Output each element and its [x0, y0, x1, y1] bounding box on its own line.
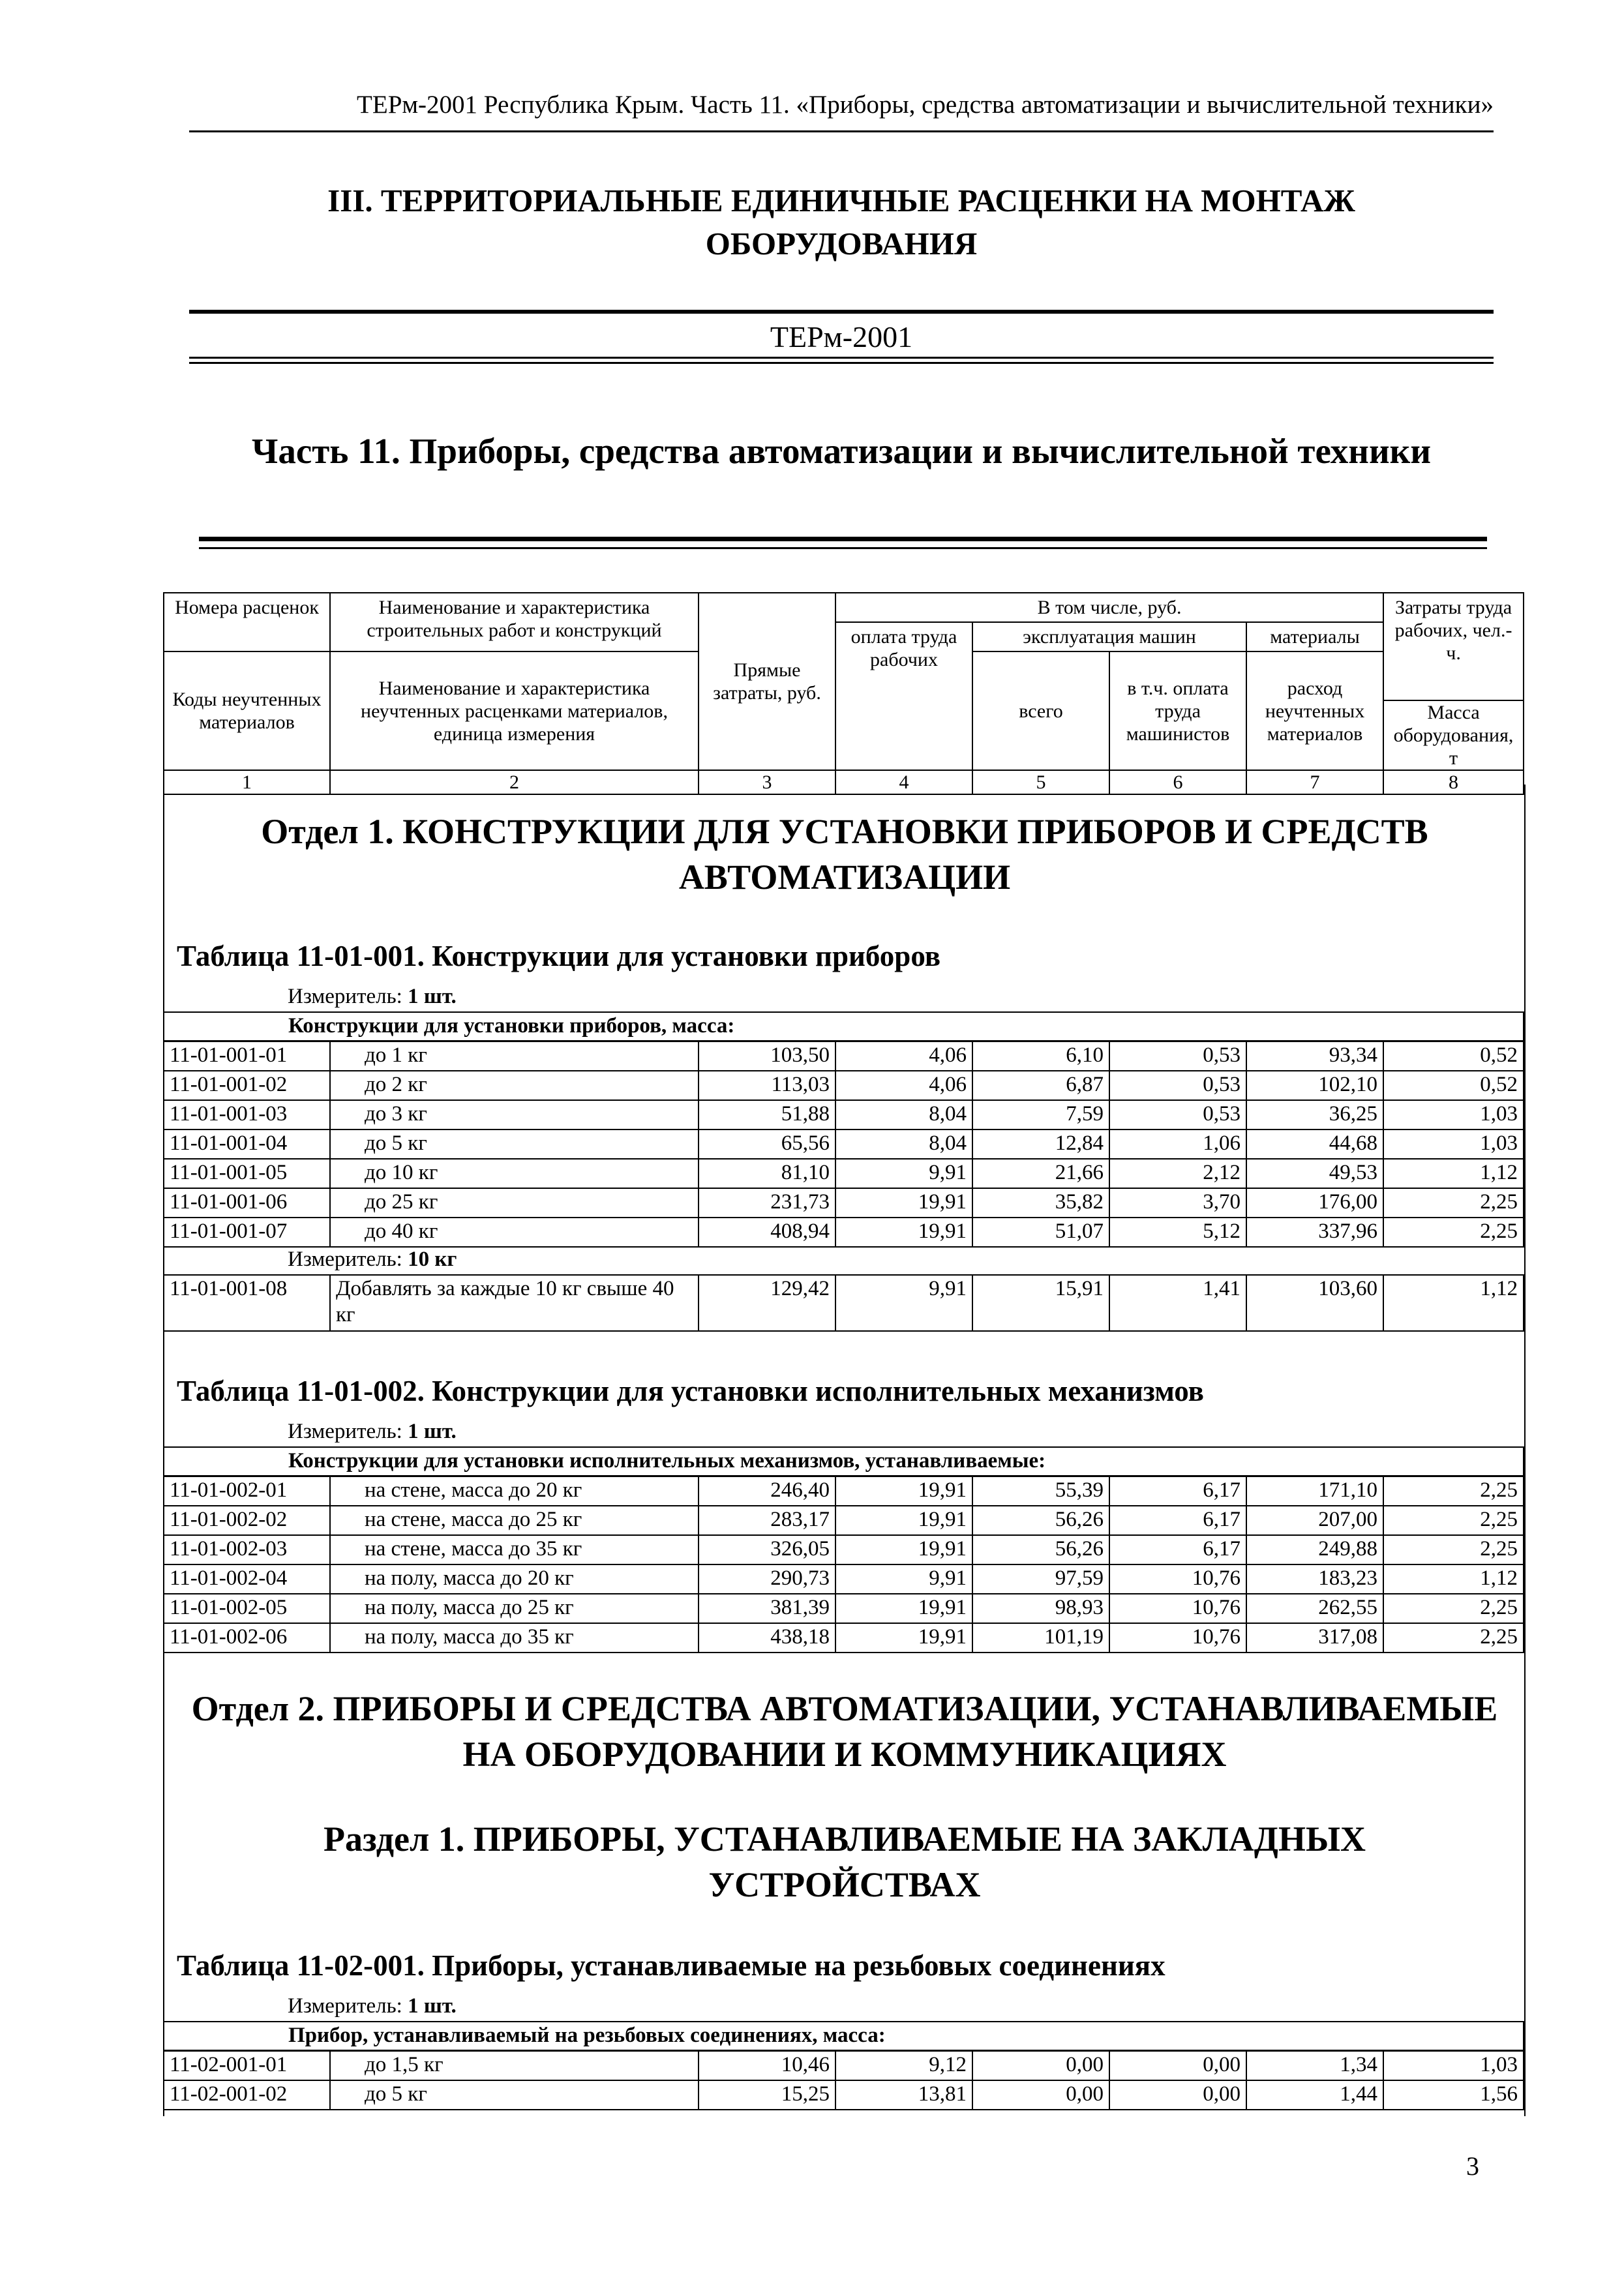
- header-colnum: 1: [164, 770, 330, 794]
- labor-cost: 2,25: [1383, 1218, 1524, 1247]
- table-11-01-001-rows: [163, 1041, 1524, 1248]
- rate-name: до 40 кг: [330, 1218, 699, 1247]
- table-row: [164, 1100, 1524, 1130]
- rate-name: на полу, масса до 20 кг: [330, 1564, 699, 1594]
- header-colnum: 8: [1383, 770, 1524, 794]
- part-rule-thick: [199, 537, 1487, 541]
- rate-code: 11-02-001-02: [164, 2080, 330, 2110]
- table-row: [164, 1159, 1524, 1188]
- rate-code: 11-01-001-02: [164, 1071, 330, 1100]
- labor-cost: 2,25: [1383, 1506, 1524, 1535]
- materials-use: 207,00: [1246, 1506, 1383, 1535]
- rate-name: до 1 кг: [330, 1041, 699, 1071]
- table-row: [164, 1535, 1524, 1564]
- rate-code: 11-01-001-07: [164, 1218, 330, 1247]
- rate-name: до 5 кг: [330, 2080, 699, 2110]
- rate-name: Добавлять за каждые 10 кг свыше 40 кг: [330, 1275, 699, 1331]
- materials-use: 36,25: [1246, 1100, 1383, 1130]
- table-title-11-01-001: Таблица 11-01-001. Конструкции для установки приборов: [177, 940, 941, 972]
- labor-pay: 19,91: [835, 1476, 972, 1506]
- direct-costs: 51,88: [699, 1100, 835, 1130]
- direct-costs: 103,50: [699, 1041, 835, 1071]
- machines-operators: 3,70: [1109, 1188, 1246, 1218]
- table-row: [164, 1564, 1524, 1594]
- materials-use: 102,10: [1246, 1071, 1383, 1100]
- labor-pay: 19,91: [835, 1506, 972, 1535]
- direct-costs: 381,39: [699, 1594, 835, 1623]
- header-labor-pay: оплата труда рабочих: [835, 622, 972, 770]
- rate-code: 11-01-001-08: [164, 1275, 330, 1331]
- rate-code: 11-01-002-01: [164, 1476, 330, 1506]
- header-colnum: 2: [330, 770, 699, 794]
- machines-operators: 2,12: [1109, 1159, 1246, 1188]
- rate-code: 11-02-001-01: [164, 2051, 330, 2080]
- labor-cost: 1,12: [1383, 1275, 1524, 1331]
- labor-pay: 19,91: [835, 1594, 972, 1623]
- header-colnum: 4: [835, 770, 972, 794]
- table-row: [164, 1506, 1524, 1535]
- materials-use: 44,68: [1246, 1130, 1383, 1159]
- header-colnum: 6: [1109, 770, 1246, 794]
- measure-value: 1 шт.: [408, 985, 457, 1008]
- labor-cost: 1,03: [1383, 1100, 1524, 1130]
- measure-value: 10 кг: [408, 1248, 457, 1271]
- header-machines: эксплуатация машин: [972, 622, 1246, 651]
- measure-label: Измеритель:: [288, 1420, 402, 1443]
- labor-cost: 1,56: [1383, 2080, 1524, 2110]
- direct-costs: 246,40: [699, 1476, 835, 1506]
- materials-use: 249,88: [1246, 1535, 1383, 1564]
- measure-label: Измеритель:: [288, 985, 402, 1008]
- machines-total: 6,10: [972, 1041, 1109, 1071]
- table-11-02-001: [163, 1993, 1524, 2051]
- header-name-bottom: Наименование и характеристика неучтенных расценками материалов, единица измерения: [330, 651, 699, 770]
- header-labor-cost: Затраты труда рабочих, чел.-ч.: [1383, 593, 1524, 700]
- group-heading: Конструкции для установки исполнительных механизмов, устанавливаемые:: [164, 1447, 1524, 1476]
- machines-operators: 10,76: [1109, 1623, 1246, 1653]
- measure-label: Измеритель:: [288, 1248, 402, 1271]
- labor-cost: 0,52: [1383, 1071, 1524, 1100]
- labor-cost: 2,25: [1383, 1623, 1524, 1653]
- machines-total: 12,84: [972, 1130, 1109, 1159]
- table-title-11-02-001: Таблица 11-02-001. Приборы, устанавливаемые на резьбовых соединениях: [177, 1949, 1165, 1982]
- materials-use: 337,96: [1246, 1218, 1383, 1247]
- header-materials-use: расход неучтенных материалов: [1246, 651, 1383, 770]
- materials-use: 317,08: [1246, 1623, 1383, 1653]
- materials-use: 93,34: [1246, 1041, 1383, 1071]
- header-machines-total: всего: [972, 651, 1109, 770]
- table-row: [164, 1071, 1524, 1100]
- labor-pay: 4,06: [835, 1041, 972, 1071]
- header-code-top: Номера расценок: [164, 593, 330, 651]
- machines-total: 7,59: [972, 1100, 1109, 1130]
- header-colnum: 3: [699, 770, 835, 794]
- rate-name: на стене, масса до 20 кг: [330, 1476, 699, 1506]
- measure-label: Измеритель:: [288, 1994, 402, 2018]
- machines-operators: 0,53: [1109, 1071, 1246, 1100]
- labor-pay: 8,04: [835, 1130, 972, 1159]
- group-heading: Прибор, устанавливаемый на резьбовых соединениях, масса:: [164, 2022, 1524, 2050]
- labor-cost: 1,03: [1383, 2051, 1524, 2080]
- labor-pay: 13,81: [835, 2080, 972, 2110]
- labor-cost: 2,25: [1383, 1535, 1524, 1564]
- rate-code: 11-01-001-03: [164, 1100, 330, 1130]
- direct-costs: 408,94: [699, 1218, 835, 1247]
- header-colnum: 5: [972, 770, 1109, 794]
- rate-code: 11-01-001-05: [164, 1159, 330, 1188]
- labor-pay: 19,91: [835, 1188, 972, 1218]
- direct-costs: 10,46: [699, 2051, 835, 2080]
- machines-total: 56,26: [972, 1506, 1109, 1535]
- direct-costs: 283,17: [699, 1506, 835, 1535]
- labor-cost: 1,03: [1383, 1130, 1524, 1159]
- rate-name: до 5 кг: [330, 1130, 699, 1159]
- table-row: [164, 2080, 1524, 2110]
- table-row: [164, 1130, 1524, 1159]
- table-11-01-002-rows: [163, 1476, 1524, 1653]
- machines-operators: 0,00: [1109, 2080, 1246, 2110]
- header-equipment-mass: Масса оборудования, т: [1383, 700, 1524, 770]
- header-colnum: 7: [1246, 770, 1383, 794]
- table-row: [164, 1476, 1524, 1506]
- direct-costs: 65,56: [699, 1130, 835, 1159]
- machines-operators: 1,06: [1109, 1130, 1246, 1159]
- labor-pay: 19,91: [835, 1535, 972, 1564]
- measure-unit: [164, 1246, 1524, 1275]
- table-11-01-001-extra: [163, 1246, 1524, 1332]
- direct-costs: 438,18: [699, 1623, 835, 1653]
- main-title: III. ТЕРРИТОРИАЛЬНЫЕ ЕДИНИЧНЫЕ РАСЦЕНКИ НА МОНТАЖ ОБОРУДОВАНИЯ: [327, 183, 1355, 262]
- labor-pay: 9,91: [835, 1159, 972, 1188]
- rate-code: 11-01-002-02: [164, 1506, 330, 1535]
- labor-cost: 1,12: [1383, 1564, 1524, 1594]
- labor-pay: 4,06: [835, 1071, 972, 1100]
- section-title-otdel2: Отдел 2. ПРИБОРЫ И СРЕДСТВА АВТОМАТИЗАЦИИ, УСТАНАВЛИВАЕМЫЕ НА ОБОРУДОВАНИИ И КОММУНИКАЦИЯХ: [191, 1689, 1498, 1774]
- direct-costs: 113,03: [699, 1071, 835, 1100]
- column-header-table: [163, 592, 1524, 795]
- machines-total: 101,19: [972, 1623, 1109, 1653]
- labor-pay: 8,04: [835, 1100, 972, 1130]
- rate-name: до 1,5 кг: [330, 2051, 699, 2080]
- direct-costs: 15,25: [699, 2080, 835, 2110]
- term-label: ТЕРм-2001: [770, 320, 913, 353]
- labor-cost: 0,52: [1383, 1041, 1524, 1071]
- materials-use: 176,00: [1246, 1188, 1383, 1218]
- machines-operators: 10,76: [1109, 1564, 1246, 1594]
- machines-operators: 5,12: [1109, 1218, 1246, 1247]
- machines-total: 21,66: [972, 1159, 1109, 1188]
- part-title: Часть 11. Приборы, средства автоматизации и вычислительной техники: [251, 431, 1432, 471]
- machines-total: 55,39: [972, 1476, 1109, 1506]
- rate-code: 11-01-002-03: [164, 1535, 330, 1564]
- running-head-rule: [189, 130, 1494, 132]
- direct-costs: 290,73: [699, 1564, 835, 1594]
- running-head: ТЕРм-2001 Республика Крым. Часть 11. «Приборы, средства автоматизации и вычислительной техники»: [357, 91, 1494, 119]
- table-11-02-001-rows: [163, 2050, 1524, 2110]
- rate-name: до 10 кг: [330, 1159, 699, 1188]
- header-name-top: Наименование и характеристика строительных работ и конструкций: [330, 593, 699, 651]
- table-row: [164, 1623, 1524, 1653]
- machines-operators: 6,17: [1109, 1535, 1246, 1564]
- materials-use: 171,10: [1246, 1476, 1383, 1506]
- rate-name: до 2 кг: [330, 1071, 699, 1100]
- table-11-01-001: [163, 983, 1524, 1041]
- table-11-01-002: [163, 1418, 1524, 1476]
- table-row: [164, 1218, 1524, 1247]
- rate-name: до 25 кг: [330, 1188, 699, 1218]
- table-row: [164, 1188, 1524, 1218]
- rate-code: 11-01-002-05: [164, 1594, 330, 1623]
- labor-pay: 9,91: [835, 1275, 972, 1331]
- machines-operators: 6,17: [1109, 1476, 1246, 1506]
- machines-operators: 0,00: [1109, 2051, 1246, 2080]
- machines-operators: 6,17: [1109, 1506, 1246, 1535]
- direct-costs: 326,05: [699, 1535, 835, 1564]
- labor-pay: 9,91: [835, 1564, 972, 1594]
- materials-use: 49,53: [1246, 1159, 1383, 1188]
- table-title-11-01-002: Таблица 11-01-002. Конструкции для установки исполнительных механизмов: [177, 1375, 1204, 1407]
- table-row: [164, 1041, 1524, 1071]
- header-code-bottom: Коды неучтенных материалов: [164, 651, 330, 770]
- term-rule-bottom: [189, 362, 1494, 364]
- machines-total: 98,93: [972, 1594, 1109, 1623]
- machines-total: 0,00: [972, 2080, 1109, 2110]
- machines-operators: 0,53: [1109, 1100, 1246, 1130]
- materials-use: 1,44: [1246, 2080, 1383, 2110]
- machines-operators: 0,53: [1109, 1041, 1246, 1071]
- group-heading: Конструкции для установки приборов, масса:: [164, 1012, 1524, 1041]
- rate-name: на полу, масса до 35 кг: [330, 1623, 699, 1653]
- machines-total: 51,07: [972, 1218, 1109, 1247]
- section-title-otdel1: Отдел 1. КОНСТРУКЦИИ ДЛЯ УСТАНОВКИ ПРИБОРОВ И СРЕДСТВ АВТОМАТИЗАЦИИ: [261, 812, 1428, 897]
- labor-cost: 2,25: [1383, 1594, 1524, 1623]
- labor-pay: 9,12: [835, 2051, 972, 2080]
- rate-name: на стене, масса до 35 кг: [330, 1535, 699, 1564]
- term-rule-mid: [189, 357, 1494, 359]
- measure-unit: [164, 983, 1524, 1012]
- machines-total: 56,26: [972, 1535, 1109, 1564]
- part-rule-thin: [199, 547, 1487, 549]
- materials-use: 262,55: [1246, 1594, 1383, 1623]
- direct-costs: 81,10: [699, 1159, 835, 1188]
- term-rule-top: [189, 310, 1494, 314]
- table-row: [164, 1594, 1524, 1623]
- materials-use: 103,60: [1246, 1275, 1383, 1331]
- machines-total: 35,82: [972, 1188, 1109, 1218]
- machines-total: 6,87: [972, 1071, 1109, 1100]
- measure-value: 1 шт.: [408, 1994, 457, 2018]
- header-materials: материалы: [1246, 622, 1383, 651]
- machines-total: 97,59: [972, 1564, 1109, 1594]
- rate-name: до 3 кг: [330, 1100, 699, 1130]
- labor-cost: 2,25: [1383, 1188, 1524, 1218]
- section-title-razdel1: Раздел 1. ПРИБОРЫ, УСТАНАВЛИВАЕМЫЕ НА ЗАКЛАДНЫХ УСТРОЙСТВАХ: [323, 1819, 1366, 1905]
- measure-unit: [164, 1418, 1524, 1447]
- header-direct-costs: Прямые затраты, руб.: [699, 593, 835, 770]
- measure-unit: [164, 1993, 1524, 2022]
- labor-pay: 19,91: [835, 1218, 972, 1247]
- machines-operators: 1,41: [1109, 1275, 1246, 1331]
- table-row: [164, 2051, 1524, 2080]
- rate-code: 11-01-002-04: [164, 1564, 330, 1594]
- rate-code: 11-01-001-04: [164, 1130, 330, 1159]
- materials-use: 183,23: [1246, 1564, 1383, 1594]
- machines-total: 0,00: [972, 2051, 1109, 2080]
- machines-total: 15,91: [972, 1275, 1109, 1331]
- measure-value: 1 шт.: [408, 1420, 457, 1443]
- labor-pay: 19,91: [835, 1623, 972, 1653]
- rate-code: 11-01-001-01: [164, 1041, 330, 1071]
- rate-name: на полу, масса до 25 кг: [330, 1594, 699, 1623]
- rate-code: 11-01-001-06: [164, 1188, 330, 1218]
- direct-costs: 129,42: [699, 1275, 835, 1331]
- materials-use: 1,34: [1246, 2051, 1383, 2080]
- rate-name: на стене, масса до 25 кг: [330, 1506, 699, 1535]
- rate-code: 11-01-002-06: [164, 1623, 330, 1653]
- direct-costs: 231,73: [699, 1188, 835, 1218]
- labor-cost: 2,25: [1383, 1476, 1524, 1506]
- page-number: 3: [1466, 2151, 1479, 2181]
- header-including: В том числе, руб.: [835, 593, 1383, 622]
- machines-operators: 10,76: [1109, 1594, 1246, 1623]
- labor-cost: 1,12: [1383, 1159, 1524, 1188]
- table-row: [164, 1275, 1524, 1331]
- header-machines-operators: в т.ч. оплата труда машинистов: [1109, 651, 1246, 770]
